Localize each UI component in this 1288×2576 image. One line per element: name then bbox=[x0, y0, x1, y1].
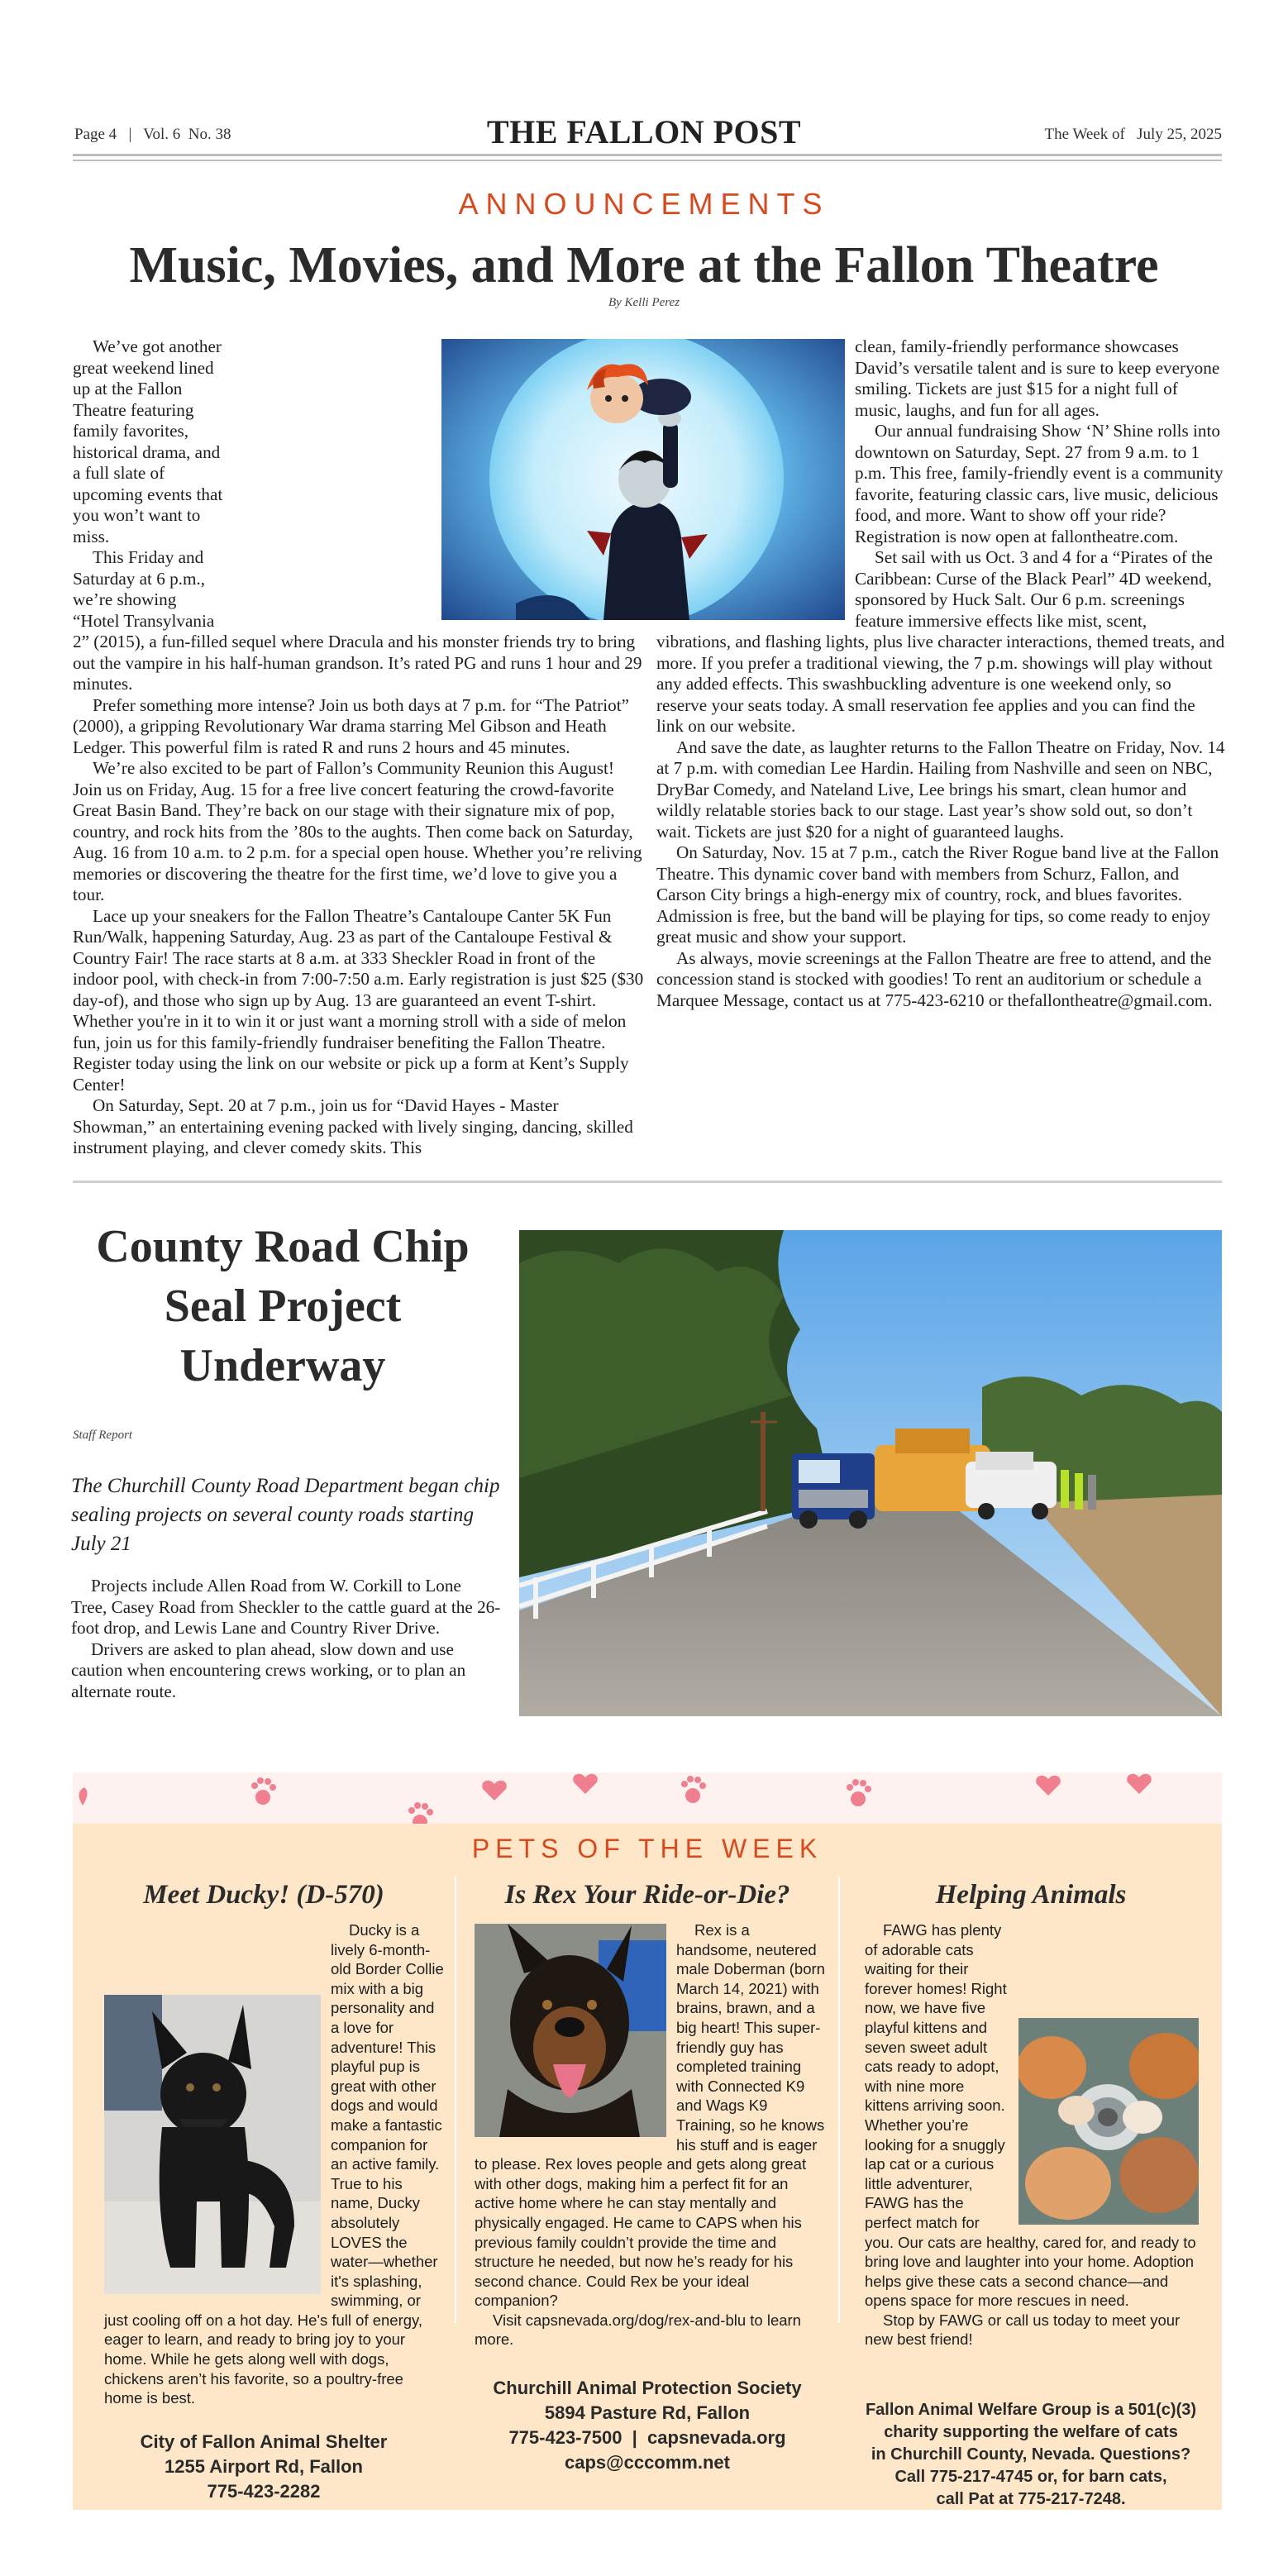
article-headline-road: County Road Chip Seal Project Underway bbox=[96, 1221, 470, 1391]
contact-line: Call 775-217-4745 or, for barn cats, bbox=[894, 2468, 1167, 2487]
contact-line: Fallon Animal Welfare Group is a 501(c)(3) bbox=[865, 2401, 1197, 2420]
pet-column-rex bbox=[456, 1880, 838, 2475]
article-paragraph: Our annual fundraising Show ‘N’ Shine rolls into downtown on Saturday, Sept. 27 from 9 a.m. to 1 p.m. This free, family-friendly event is a community favorite, featuring classic cars, live music, delicious food, and more. Want to show off your ride? Registration is now open at fallontheatre.com. bbox=[855, 421, 1224, 546]
paw-print-banner bbox=[73, 1772, 1222, 1824]
black-puppy-illustration bbox=[104, 1995, 321, 2294]
article-paragraph: As always, movie screenings at the Fallon Theatre are free to attend, and the concession stand is stocked with goodies! To rent an auditorium or schedule a Marquee Message, contact us at 775-423-6210 or thefallontheatre@gmail.com. bbox=[656, 947, 1213, 1010]
article-byline-staff: Staff Report bbox=[73, 1429, 133, 1442]
contact-fawg bbox=[840, 2399, 1222, 2510]
article-headline-theatre: Music, Movies, and More at the Fallon Theatre bbox=[129, 237, 1159, 293]
article-paragraph: This Friday and Saturday at 6 p.m., we’re showing “Hotel Transylvania 2” (2015), a fun-filled sequel where Dracula and his monster friends try to bring out the vampire in his half-human grandson. It’s rated PG and runs 1 hour and 29 minutes. bbox=[73, 547, 642, 694]
pet-title-fawg: Helping Animals bbox=[935, 1880, 1127, 1910]
pet-description-ducky bbox=[104, 1920, 445, 2408]
contact-line: Churchill Animal Protection Society bbox=[493, 2378, 802, 2399]
contact-line: caps@cccomm.net bbox=[565, 2452, 730, 2473]
pet-paragraph: Ducky is a lively 6-month-old Border Collie mix with a big personality and a love for adventure! This playful pup is great with other dogs and would make a fantastic companion for an active family. True to his name, Ducky absolutely LOVES the water—whether it's splashing, swimming, or just cooling off on a hot day. He's full of energy, eager to learn, and ready to bring joy to your home. While he gets along well with dogs, chickens aren’t his favorite, so a poultry-free home is best. bbox=[104, 1921, 444, 2407]
dracula-moon-illustration bbox=[441, 339, 845, 620]
pet-title-ducky: Meet Ducky! (D-570) bbox=[143, 1880, 384, 1910]
masthead-rule-secondary bbox=[73, 160, 1222, 161]
contact-line: 775-423-2282 bbox=[207, 2480, 321, 2502]
pet-paragraph: Rex is a handsome, neutered male Doberman (born March 14, 2021) with brains, brawn, and a big heart! This super-friendly guy has completed training with Connected K9 and Wags K9 Training, so he knows his stuff and is eager to please. Rex loves people and gets along great with other dogs, making him a perfect fit for an active home where he can stay mentally and physically engaged. He came to CAPS when his previous family couldn’t provide the time and structure he needed, but now he’s ready for his second chance. Could Rex be your ideal companion? bbox=[475, 1921, 825, 2310]
article-paragraph: Projects include Allen Road from W. Corkill to Lone Tree, Casey Road from Sheckler to the cattle guard at the 26-foot drop, and Lewis Lane and Country River Drive. bbox=[71, 1576, 501, 1638]
volume-number: Vol. 6 No. 38 bbox=[143, 126, 231, 143]
road-article-body bbox=[71, 1576, 501, 1702]
pet-paragraph: Stop by FAWG or call us today to meet your new best friend! bbox=[865, 2311, 1181, 2349]
article-paragraph: On Saturday, Sept. 20 at 7 p.m., join us for “David Hayes - Master Showman,” an entertaining evening packed with lively singing, dancing, skilled instrument playing, and clever comedy skits. This bbox=[73, 1095, 633, 1157]
hotel-transylvania-photo bbox=[441, 339, 845, 620]
week-prefix: The Week of bbox=[1044, 126, 1125, 143]
section-divider bbox=[73, 1181, 1222, 1183]
rex-photo bbox=[475, 1924, 666, 2137]
article-paragraph: Prefer something more intense? Join us both days at 7 p.m. for “The Patriot” (2000), a gripping Revolutionary War drama starring Mel Gibson and Heath Ledger. This powerful film is rated R and runs 2 hours and 45 minutes. bbox=[73, 694, 630, 757]
contact-line: charity supporting the welfare of cats bbox=[884, 2423, 1178, 2442]
article-paragraph: On Saturday, Nov. 15 at 7 p.m., catch the River Rogue band live at the Fallon Theatre. This dynamic cover band with members from Schurz, Fallon, and Carson City brings a high-energy mix of country, rock, and blues favorites. Admission is free, but the band will be playing for tips, so come ready to enjoy great music and show your support. bbox=[656, 842, 1219, 947]
contact-rex bbox=[456, 2376, 838, 2475]
article-paragraph: Set sail with us Oct. 3 and 4 for a “Pirates of the Caribbean: Curse of the Black Pearl” 4D weekend, sponsored by Huck Salt. Our 6 p.m. screenings feature immersive effects like mist, scent, vibrations, and flashing lights, plus live character interactions, themed treats, and more. If you prefer a traditional viewing, the 7 p.m. showings will play without any added effects. This swashbuckling adventure is one weekend only, so reserve your seats today. A small reservation fee applies and you can find the link on our website. bbox=[656, 547, 1225, 736]
kittens-photo bbox=[1018, 2018, 1199, 2225]
pet-column-fawg bbox=[840, 1880, 1222, 2510]
issue-date bbox=[1045, 126, 1223, 144]
article-paragraph: Drivers are asked to plan ahead, slow down and use caution when encountering crews working, or to plan an alternate route. bbox=[71, 1639, 466, 1701]
article-deck: The Churchill County Road Department began chip sealing projects on several county roads starting July 21 bbox=[71, 1475, 500, 1555]
contact-line: call Pat at 775-217-7248. bbox=[936, 2490, 1126, 2509]
page-number: Page 4 bbox=[74, 126, 117, 143]
pet-column-ducky bbox=[73, 1880, 455, 2504]
contact-line: in Churchill County, Nevada. Questions? bbox=[871, 2445, 1191, 2464]
masthead-rule bbox=[73, 154, 1222, 156]
contact-line: City of Fallon Animal Shelter bbox=[140, 2431, 388, 2452]
section-heading-announcements: ANNOUNCEMENTS bbox=[458, 187, 830, 221]
pet-paragraph: FAWG has plenty of adorable cats waiting for their forever homes! Right now, we have five playful kittens and seven sweet adult cats ready to adopt, with nine more kittens arriving soon. Whether you’re looking for a snuggly lap cat or a curious little adventurer, FAWG has the perfect match for you. Our cats are healthy, cared for, and ready to bring love and laughter into your home. Adoption helps give these cats a second chance—and opens space for more rescues in need. bbox=[865, 1921, 1196, 2310]
masthead-separator: | bbox=[128, 126, 132, 143]
paw-print-pattern bbox=[73, 1772, 1222, 1824]
pet-description-fawg bbox=[865, 1920, 1199, 2349]
kittens-illustration bbox=[1018, 2018, 1199, 2225]
newspaper-title: THE FALLON POST bbox=[486, 113, 802, 150]
article-paragraph: We’ve got another great weekend lined up at the Fallon Theatre featuring family favorites, historical drama, and a full slate of upcoming events that you won’t want to miss. bbox=[73, 336, 223, 546]
article-paragraph: Lace up your sneakers for the Fallon Theatre’s Cantaloupe Canter 5K Fun Run/Walk, happening Saturday, Aug. 23 as part of the Cantaloupe Festival & Country Fair! The race starts at 8 a.m. at 333 Sheckler Road in front of the indoor pool, with check-in from 7:00-7:50 a.m. Early registration is just $25 ($30 day-of), and those who sign up by Aug. 13 are guaranteed an event T-shirt. Whether you're in it to win it or just want a morning stroll with a side of melon fun, join us for this family-friendly fundraiser benefiting the Fallon Theatre. Register today using the link on our website or pick up a form at Kent’s Supply Center! bbox=[73, 905, 644, 1095]
article-paragraph: We’re also excited to be part of Fallon’s Community Reunion this August! Join us on Friday, Aug. 15 for a free live concert featuring the crowd-favorite Great Basin Band. They’re back on our stage with their signature mix of pop, country, and rock hits from the ’80s to the aughts. Then come back on Saturday, Aug. 16 from 10 a.m. to 2 p.m. for a special open house. Whether you’re reliving memories or discovering the theatre for the first time, we’d love to give you a tour. bbox=[73, 758, 642, 904]
chip-seal-road-photo bbox=[519, 1230, 1222, 1716]
road-crew-illustration bbox=[519, 1230, 1222, 1716]
week-date: July 25, 2025 bbox=[1137, 126, 1222, 143]
article-paragraph: And save the date, as laughter returns to the Fallon Theatre on Friday, Nov. 14 at 7 p.m. with comedian Lee Hardin. Hailing from Nashville and seen on NBC, DryBar Comedy, and Nateland Live, Lee brings his smart, clean humor and wildly relatable stories back to our stage. Last year’s show sold out, so don’t wait. Tickets are just $20 for a night of guaranteed laughs. bbox=[656, 737, 1225, 842]
article-paragraph: clean, family-friendly performance showcases David’s versatile talent and is sure to keep everyone smiling. Tickets are just $15 for a night full of music, laughs, and fun for all ages. bbox=[855, 336, 1220, 420]
article-byline: By Kelli Perez bbox=[608, 296, 680, 309]
contact-line: 775-423-7500 | capsnevada.org bbox=[508, 2427, 786, 2449]
section-heading-pets: PETS OF THE WEEK bbox=[471, 1834, 823, 1863]
contact-line: 5894 Pasture Rd, Fallon bbox=[544, 2402, 751, 2424]
pets-of-the-week-panel bbox=[73, 1772, 1222, 2510]
doberman-illustration bbox=[475, 1924, 666, 2137]
pet-description-rex bbox=[475, 1920, 825, 2349]
pet-title-rex: Is Rex Your Ride-or-Die? bbox=[504, 1880, 790, 1910]
contact-ducky bbox=[73, 2430, 455, 2504]
ducky-photo bbox=[104, 1995, 321, 2294]
pet-paragraph: Visit capsnevada.org/dog/rex-and-blu to learn more. bbox=[475, 2311, 801, 2349]
contact-line: 1255 Airport Rd, Fallon bbox=[164, 2455, 363, 2477]
